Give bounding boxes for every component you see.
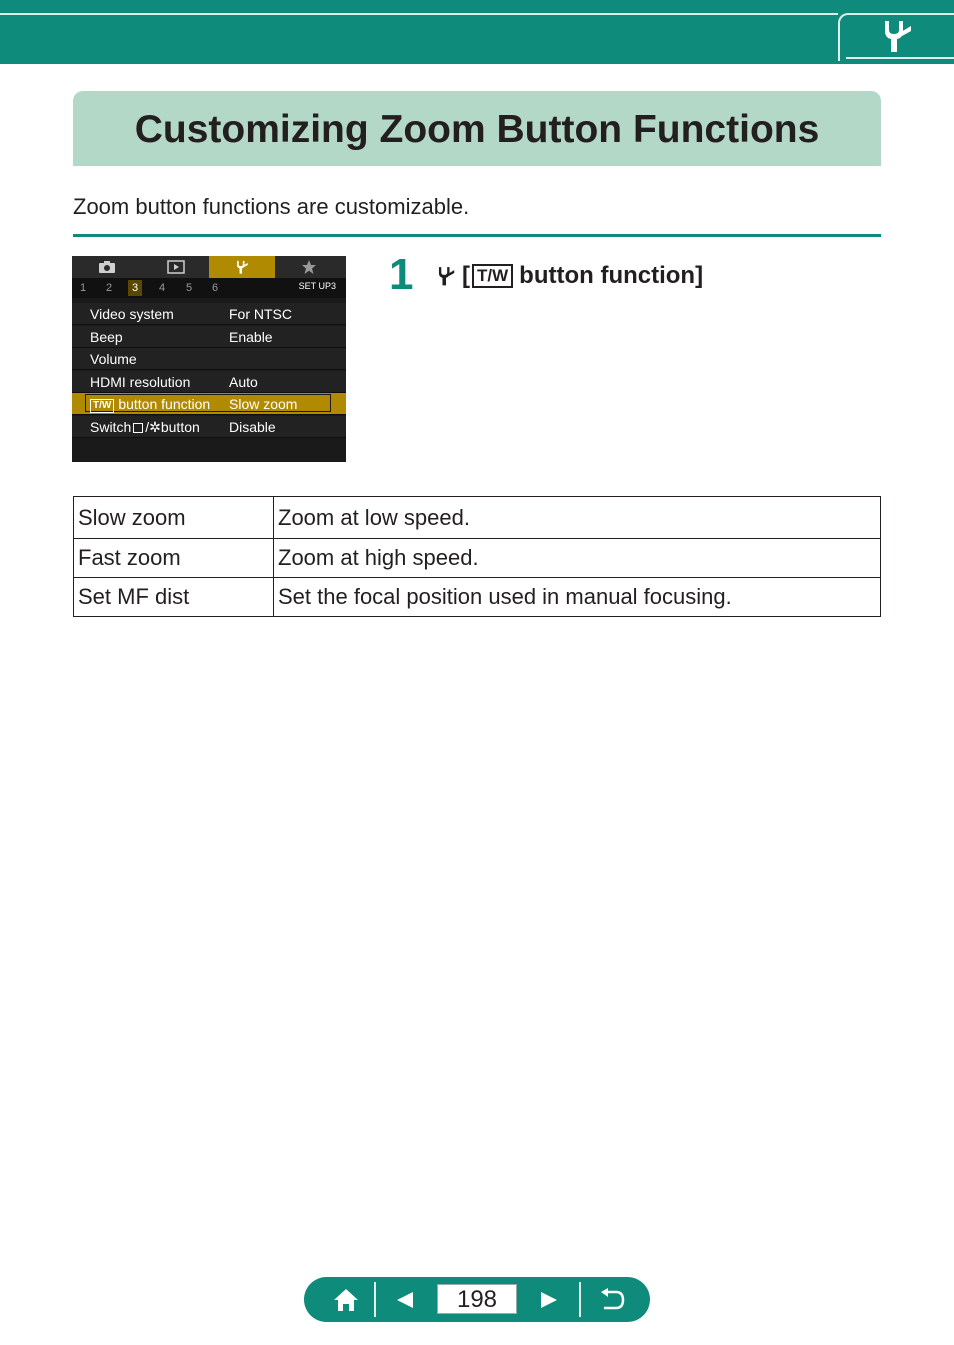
menu-row-value: Auto bbox=[229, 374, 258, 390]
page-title: Customizing Zoom Button Functions bbox=[134, 108, 820, 151]
menu-row-value: For NTSC bbox=[229, 306, 292, 322]
table-cell-description: Zoom at high speed. bbox=[274, 539, 881, 578]
subtab-4: 4 bbox=[158, 282, 166, 294]
previous-page-icon bbox=[395, 1291, 415, 1309]
zoom-function-table bbox=[73, 496, 881, 617]
nav-separator bbox=[579, 1282, 581, 1317]
menu-row-label-suffix: /✲button bbox=[145, 419, 200, 435]
menu-row-label: Volume bbox=[90, 351, 137, 367]
top-bar-line bbox=[0, 13, 838, 15]
my-menu-tab bbox=[276, 256, 342, 278]
camera-menu-subtabs bbox=[72, 278, 346, 298]
menu-row-value: Enable bbox=[229, 329, 273, 345]
menu-row-label bbox=[90, 393, 210, 415]
setup-page-label: SET UP3 bbox=[298, 281, 336, 291]
menu-row-video-system bbox=[72, 303, 346, 325]
intro-text: Zoom button functions are customizable. bbox=[73, 194, 470, 219]
title-band bbox=[73, 91, 881, 166]
subtab-6: 6 bbox=[211, 282, 219, 294]
home-button[interactable] bbox=[318, 1277, 374, 1322]
wrench-icon bbox=[436, 264, 456, 288]
menu-row-value: Disable bbox=[229, 419, 276, 435]
subtab-5: 5 bbox=[185, 282, 193, 294]
page-number: 198 bbox=[437, 1284, 517, 1314]
camera-menu-tabs bbox=[72, 256, 346, 278]
step-number: 1 bbox=[389, 250, 414, 299]
table-row bbox=[74, 539, 881, 578]
previous-page-button[interactable] bbox=[376, 1277, 434, 1322]
menu-row-tw-button-function bbox=[72, 393, 346, 415]
step-instruction bbox=[436, 261, 703, 291]
step-text: button function] bbox=[519, 262, 704, 289]
playback-tab bbox=[143, 256, 209, 278]
menu-row-switch-button bbox=[72, 416, 346, 438]
menu-row-hdmi-resolution bbox=[72, 371, 346, 393]
star-icon bbox=[301, 259, 317, 275]
camera-icon bbox=[98, 260, 116, 274]
menu-row-label-text: button function bbox=[118, 396, 211, 412]
menu-row-volume bbox=[72, 348, 346, 370]
af-frame-icon bbox=[133, 423, 143, 433]
table-cell-option: Set MF dist bbox=[74, 578, 274, 617]
table-row bbox=[74, 578, 881, 617]
menu-row-value: Slow zoom bbox=[229, 396, 298, 412]
home-icon bbox=[332, 1287, 360, 1313]
subtab-1: 1 bbox=[79, 282, 87, 294]
table-cell-option: Slow zoom bbox=[74, 497, 274, 539]
menu-row-label: Video system bbox=[90, 306, 174, 322]
page-navigation bbox=[304, 1277, 650, 1322]
wrench-icon[interactable] bbox=[880, 18, 914, 54]
menu-row-beep bbox=[72, 326, 346, 348]
next-page-button[interactable] bbox=[520, 1277, 578, 1322]
table-row bbox=[74, 497, 881, 539]
camera-menu-screenshot bbox=[72, 256, 346, 462]
menu-row-label: HDMI resolution bbox=[90, 374, 191, 390]
tw-button-icon: T/W bbox=[90, 399, 114, 413]
menu-row-label-prefix: Switch bbox=[90, 419, 132, 435]
section-divider bbox=[73, 234, 881, 237]
menu-row-label: Beep bbox=[90, 329, 123, 345]
table-cell-option: Fast zoom bbox=[74, 539, 274, 578]
subtab-3: 3 bbox=[128, 280, 142, 296]
table-cell-description: Zoom at low speed. bbox=[274, 497, 881, 539]
camera-tab bbox=[74, 256, 140, 278]
return-icon bbox=[598, 1288, 626, 1312]
return-button[interactable] bbox=[582, 1277, 642, 1322]
wrench-icon bbox=[235, 259, 249, 275]
tw-button-icon: T/W bbox=[472, 264, 513, 288]
menu-row-label bbox=[90, 416, 200, 438]
step-bracket-open: [ bbox=[462, 262, 470, 289]
playback-icon bbox=[167, 260, 185, 274]
table-cell-description: Set the focal position used in manual focusing. bbox=[274, 578, 881, 617]
subtab-2: 2 bbox=[105, 282, 113, 294]
section-tab-underline bbox=[846, 57, 954, 59]
top-bar bbox=[0, 0, 954, 64]
setup-tab bbox=[209, 256, 275, 278]
next-page-icon bbox=[539, 1291, 559, 1309]
